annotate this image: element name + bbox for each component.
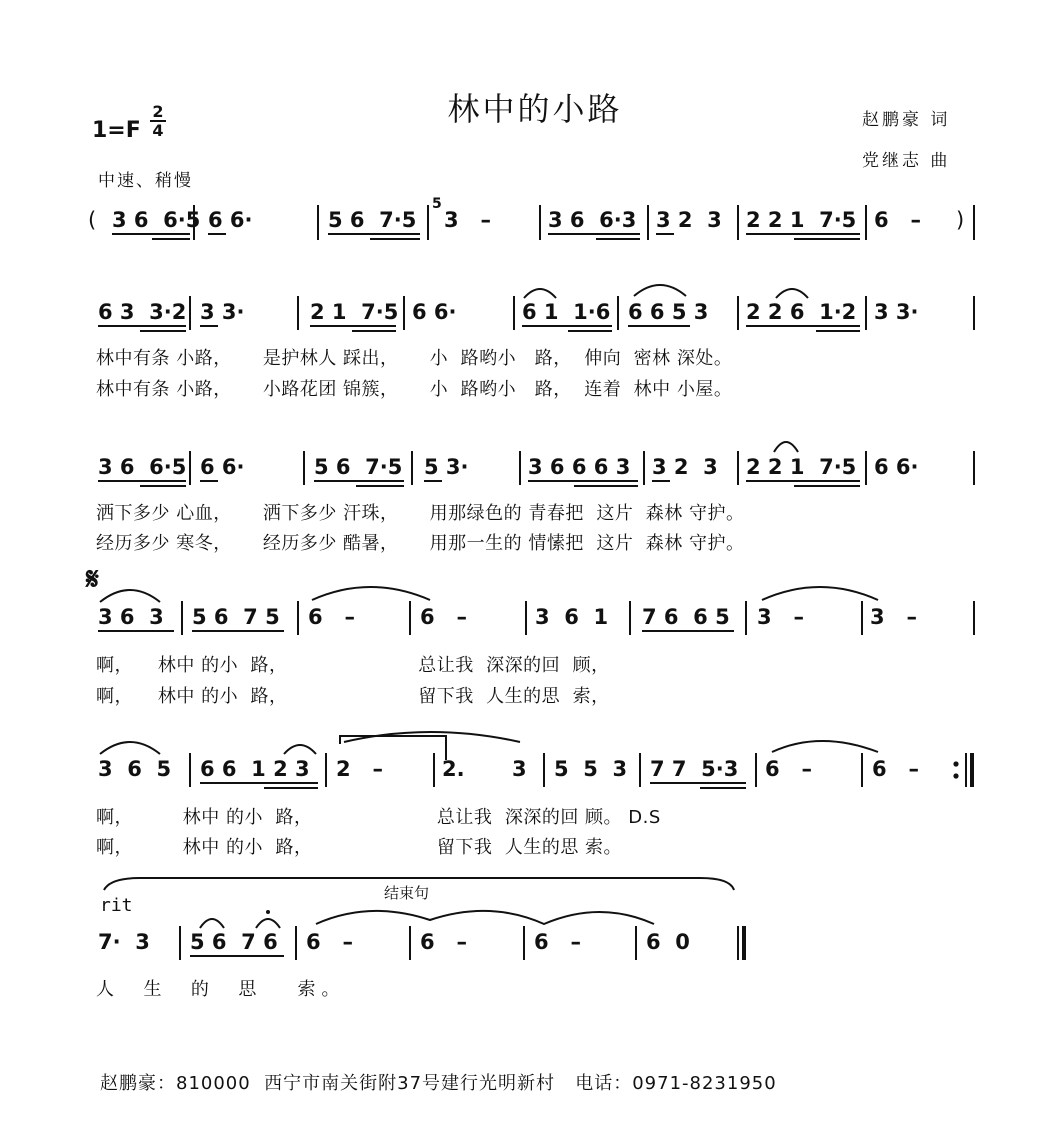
measure: 5 6 7·5 xyxy=(328,208,417,232)
measure: 3 – xyxy=(444,208,492,232)
measure: 6 – xyxy=(420,605,468,629)
measure: 3 6 6·5 xyxy=(112,208,201,232)
tempo-marking: 中速、稍慢 xyxy=(98,171,193,191)
measure: 3 – xyxy=(757,605,805,629)
measure: 3 6 3 xyxy=(98,605,164,629)
measure: 2 2 1 7·5 xyxy=(746,455,857,479)
measure: 3 6 6 6 3 xyxy=(528,455,631,479)
close-paren: ) xyxy=(956,208,965,232)
notation-line-4 xyxy=(0,605,1055,645)
lyric-verse-1: 洒下多少 心血， 洒下多少 汗珠， 用那绿色的 青春把 这片 森林 守护。 xyxy=(96,503,745,524)
measure: 6 0 xyxy=(646,930,690,954)
measure: 6 – xyxy=(420,930,468,954)
time-signature-top: 2 xyxy=(152,102,164,121)
song-title: 林中的小路 xyxy=(447,90,623,128)
notation-line-3 xyxy=(0,455,1055,495)
measure: 6 6· xyxy=(412,300,457,324)
measure: 2 – xyxy=(336,757,384,781)
measure: 2. xyxy=(442,757,465,781)
notation-line-5 xyxy=(0,757,1055,797)
measure: 6 – xyxy=(874,208,922,232)
lyric-verse-2: 经历多少 寒冬， 经历多少 酷暑， 用那一生的 情愫把 这片 森林 守护。 xyxy=(96,533,745,554)
measure: 3 6 6·5 xyxy=(98,455,187,479)
measure: 6 6 1 2 3 xyxy=(200,757,310,781)
ending-label: 结束句 xyxy=(384,884,430,902)
measure: 6 1 1·6 xyxy=(522,300,611,324)
notation-line-2 xyxy=(0,300,1055,340)
lyric-verse-1: 啊， 林中 的小 路， 总让我 深深的回 顾， xyxy=(96,655,610,676)
measure: 5 5 3 xyxy=(554,757,628,781)
measure: 7· 3 xyxy=(98,930,150,954)
measure: 6 3 3·2 xyxy=(98,300,187,324)
measure: 6 – xyxy=(308,605,356,629)
measure: 5 6 7 6 xyxy=(190,930,278,954)
measure: 7 7 5·3 xyxy=(650,757,739,781)
measure: 6 – xyxy=(765,757,813,781)
lyric-verse-1: 林中有条 小路， 是护林人 踩出， 小 路哟小 路， 伸向 密林 深处。 xyxy=(96,348,733,369)
lyric-verse-2: 啊， 林中 的小 路， 留下我 人生的思 索， xyxy=(96,686,610,707)
measure: 2 2 1 7·5 xyxy=(746,208,857,232)
composer-credit: 党继志 曲 xyxy=(862,151,951,171)
measure: 3 6 6·3 xyxy=(548,208,637,232)
measure: 3 – xyxy=(870,605,918,629)
measure: 6 6 5 3 xyxy=(628,300,709,324)
measure: 3 2 3 xyxy=(652,455,718,479)
measure: 3 3· xyxy=(200,300,245,324)
measure: 6 6· xyxy=(200,455,245,479)
measure: 3 6 1 xyxy=(535,605,609,629)
measure: 6 – xyxy=(534,930,582,954)
measure: 5 3· xyxy=(424,455,469,479)
notation-line-6 xyxy=(0,930,1055,970)
measure: 5 6 7·5 xyxy=(314,455,403,479)
lyric-verse-1: 啊， 林中 的小 路， 总让我 深深的回 顾。 D.S xyxy=(96,807,661,828)
measure: 7 6 6 5 xyxy=(642,605,730,629)
rit-marking: rit xyxy=(100,895,133,916)
grace-note: 5 xyxy=(432,196,442,212)
measure: 6 6· xyxy=(208,208,253,232)
measure: 3 3· xyxy=(874,300,919,324)
key-signature: 1=F xyxy=(92,118,141,143)
open-paren: ( xyxy=(88,208,97,232)
measure: 2 1 7·5 xyxy=(310,300,399,324)
lyric-verse-2: 啊， 林中 的小 路， 留下我 人生的思 索。 xyxy=(96,837,623,858)
measure: 3 2 3 xyxy=(656,208,722,232)
measure: 6 – xyxy=(872,757,920,781)
measure: 5 6 7 5 xyxy=(192,605,280,629)
lyricist-credit: 赵鹏豪 词 xyxy=(862,110,951,130)
measure: 6 6· xyxy=(874,455,919,479)
time-signature xyxy=(150,103,166,139)
lyric-ending: 人 生 的 思 索。 xyxy=(96,979,346,1000)
notation-line-1 xyxy=(0,196,1055,248)
measure: 3 6 5 xyxy=(98,757,172,781)
measure: 3 xyxy=(512,757,527,781)
segno-sign: 𝄋 xyxy=(86,562,99,597)
lyric-verse-2: 林中有条 小路， 小路花团 锦簇， 小 路哟小 路， 连着 林中 小屋。 xyxy=(96,379,733,400)
contact-footer: 赵鹏豪：810000 西宁市南关街附37号建行光明新村 电话：0971-8231950 xyxy=(100,1073,777,1094)
measure: 6 – xyxy=(306,930,354,954)
measure: 2 2 6 1·2 xyxy=(746,300,857,324)
time-signature-bottom: 4 xyxy=(150,120,166,139)
